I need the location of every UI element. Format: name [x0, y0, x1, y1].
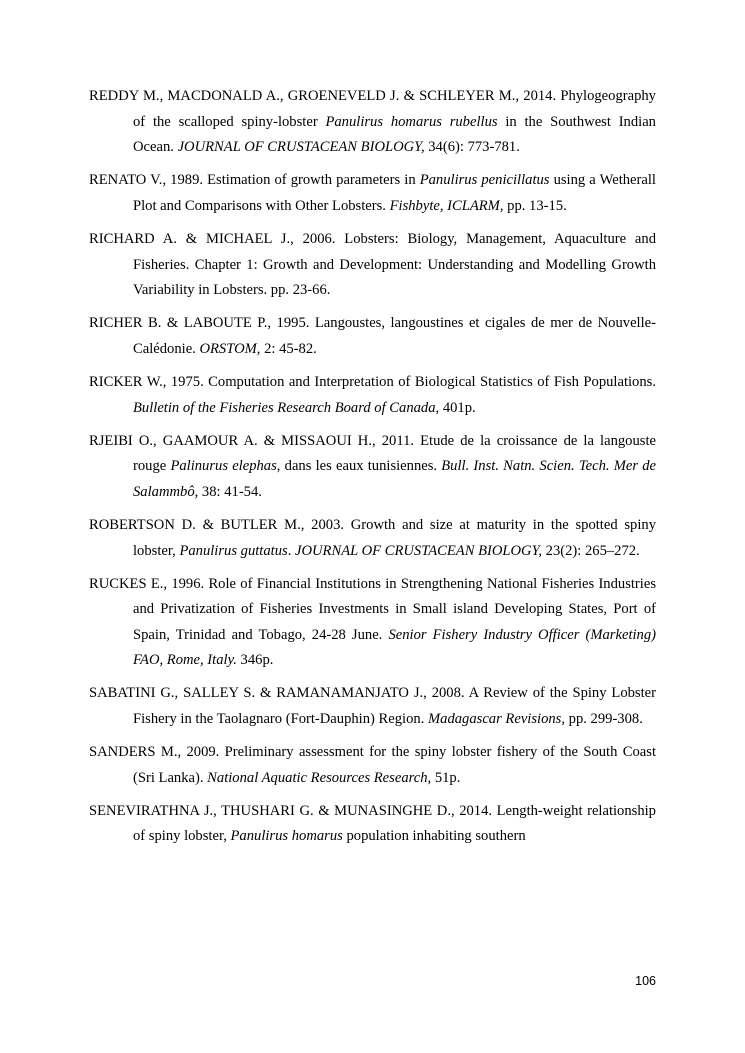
reference-entry: SANDERS M., 2009. Preliminary assessment for the spiny lobster fishery of the South Coast (Sri Lanka). National Aquatic Resources Research, 51p.: [89, 744, 657, 786]
reference-authors: RJEIBI O., GAAMOUR A. & MISSAOUI H., 2011.: [89, 432, 415, 449]
reference-entry: REDDY M., MACDONALD A., GROENEVELD J. & SCHLEYER M., 2014. Phylogeography of the scalloped spiny-lobster Panulirus homarus rubellus in the Southwest Indian Ocean. JOURNAL OF CRUSTACEAN BIOLOGY, 34(6): 773-781.: [89, 88, 656, 156]
reference-entry: ROBERTSON D. & BUTLER M., 2003. Growth and size at maturity in the spotted spiny lobster, Panulirus guttatus. JOURNAL OF CRUSTACEAN BIOLOGY, 23(2): 265–272.: [89, 516, 657, 559]
reference-entry: RJEIBI O., GAAMOUR A. & MISSAOUI H., 2011. Etude de la croissance de la langouste rouge Palinurus elephas, dans les eaux tunisiennes. Bull. Inst. Natn. Scien. Tech. Mer de Salammbô, 38: 41-54.: [89, 432, 656, 500]
reference-authors: RICHARD A. & MICHAEL J., 2006.: [89, 230, 336, 247]
reference-entry: RENATO V., 1989. Estimation of growth parameters in Panulirus penicillatus using a Wetherall Plot and Comparisons with Other Lobsters. Fishbyte, ICLARM, pp. 13-15.: [89, 172, 656, 214]
reference-authors: RICKER W., 1975.: [89, 373, 204, 390]
reference-authors: SENEVIRATHNA J., THUSHARI G. & MUNASINGHE D., 2014.: [89, 802, 493, 819]
reference-authors: REDDY M., MACDONALD A., GROENEVELD J. & SCHLEYER M., 2014.: [89, 88, 557, 104]
reference-authors: RUCKES E., 1996.: [89, 575, 205, 592]
reference-authors: ROBERTSON D. & BUTLER M., 2003.: [89, 516, 345, 533]
reference-entry: RICKER W., 1975. Computation and Interpretation of Biological Statistics of Fish Populations. Bulletin of the Fisheries Research Board of Canada, 401p.: [89, 373, 656, 416]
reference-entry: RICHARD A. & MICHAEL J., 2006. Lobsters: Biology, Management, Aquaculture and Fisheries. Chapter 1: Growth and Development: Understanding and Modelling Growth Variability in Lobsters. pp. 23-66.: [89, 230, 657, 299]
reference-authors: RICHER B. & LABOUTE P., 1995.: [89, 315, 310, 332]
reference-entry: RICHER B. & LABOUTE P., 1995. Langoustes, langoustines et cigales de mer de Nouvelle-Calédonie. ORSTOM, 2: 45-82.: [89, 315, 656, 357]
reference-authors: RENATO V., 1989.: [89, 172, 204, 189]
reference-authors: SABATINI G., SALLEY S. & RAMANAMANJATO J., 2008.: [89, 685, 465, 702]
reference-authors: SANDERS M., 2009.: [89, 744, 220, 761]
reference-entry: SENEVIRATHNA J., THUSHARI G. & MUNASINGHE D., 2014. Length-weight relationship of spiny lobster, Panulirus homarus population inhabiting southern: [89, 802, 656, 845]
reference-entry: RUCKES E., 1996. Role of Financial Institutions in Strengthening National Fisheries Industries and Privatization of Fisheries Investments in Small island Developing States, Port of Spain, Trinidad and Tobago, 24-28 June. Senior Fishery Industry Officer (Marketing) FAO, Rome, Italy. 346p.: [89, 575, 657, 669]
page-number: 106: [635, 974, 656, 988]
reference-list: [89, 84, 656, 858]
reference-entry: SABATINI G., SALLEY S. & RAMANAMANJATO J., 2008. A Review of the Spiny Lobster Fishery in the Taolagnaro (Fort-Dauphin) Region. Madagascar Revisions, pp. 299-308.: [89, 685, 656, 728]
